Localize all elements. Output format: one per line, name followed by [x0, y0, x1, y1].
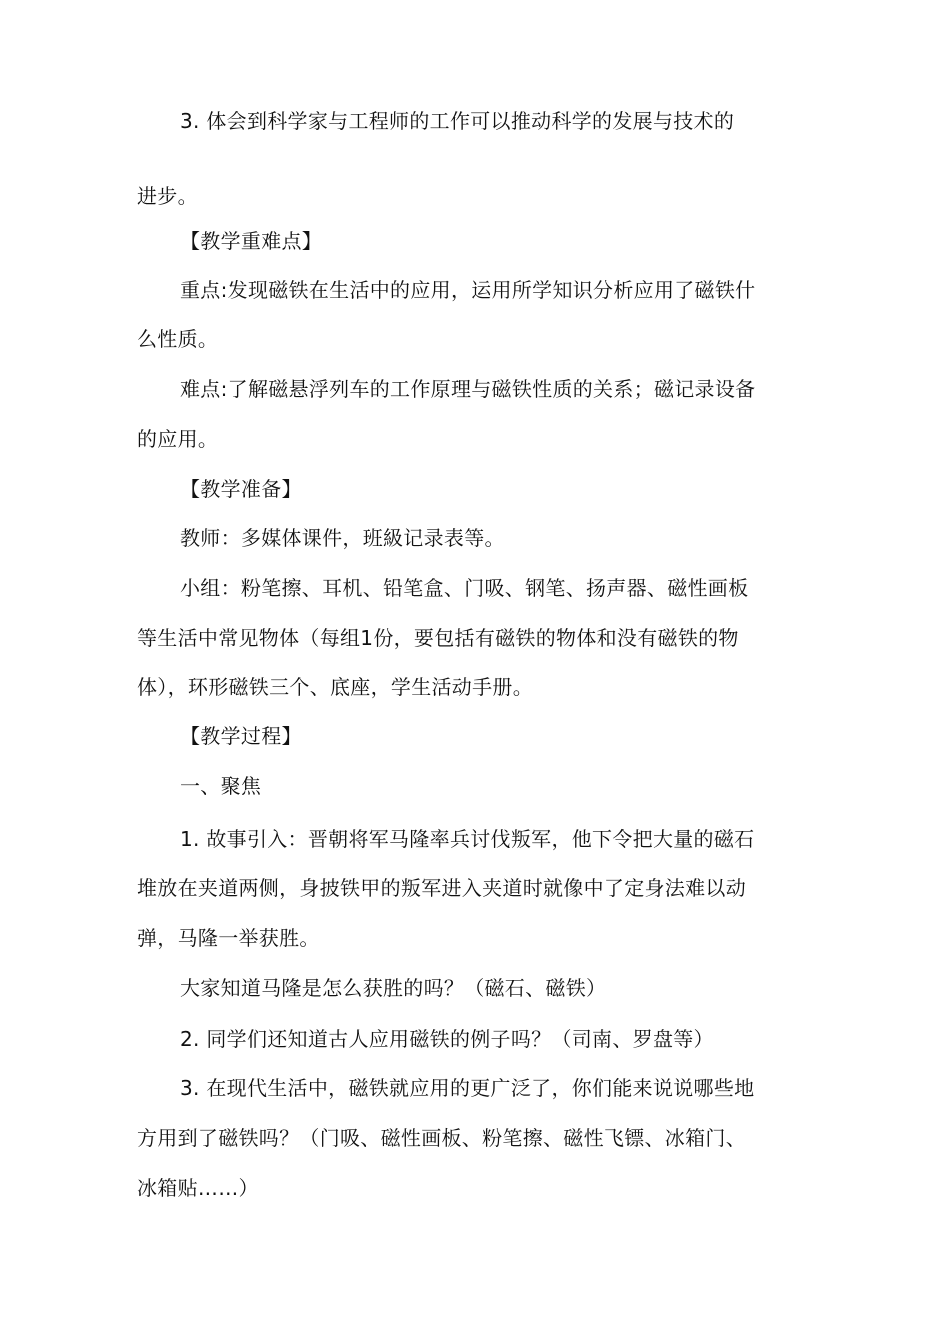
paragraph-line: 3. 体会到科学家与工程师的工作可以推动科学的发展与技术的: [180, 109, 735, 133]
paragraph-line: 的应用。: [137, 427, 219, 451]
paragraph-line: 弹，马隆一举获胜。: [137, 926, 320, 950]
section-heading: 【教学重难点】: [180, 229, 323, 253]
section-heading: 【教学过程】: [180, 724, 302, 748]
subsection-heading: 一、聚焦: [180, 774, 262, 798]
paragraph-line: 教师：多媒体课件，班級记录表等。: [180, 526, 505, 550]
paragraph-line: 难点:了解磁悬浮列车的工作原理与磁铁性质的关系；磁记录设备: [180, 377, 756, 401]
paragraph-line: 进步。: [137, 184, 198, 208]
paragraph-line: 小组：粉笔擦、耳机、铅笔盒、门吸、钢笔、扬声器、磁性画板: [180, 576, 749, 600]
paragraph-line: 大家知道马隆是怎么获胜的吗？（磁石、磁铁）: [180, 976, 607, 1000]
paragraph-line: 方用到了磁铁吗？（门吸、磁性画板、粉笔擦、磁性飞镖、冰箱门、: [137, 1126, 746, 1150]
paragraph-line: 重点:发现磁铁在生活中的应用，运用所学知识分析应用了磁铁什: [180, 278, 756, 302]
paragraph-line: 等生活中常见物体（每组1份，要包括有磁铁的物体和没有磁铁的物: [137, 626, 739, 650]
paragraph-line: 堆放在夹道两侧，身披铁甲的叛军进入夹道时就像中了定身法难以动: [137, 876, 746, 900]
paragraph-line: 1. 故事引入：晋朝将军马隆率兵讨伐叛军，他下令把大量的磁石: [180, 827, 755, 851]
section-heading: 【教学准备】: [180, 477, 302, 501]
paragraph-line: 冰箱贴……）: [137, 1176, 259, 1200]
paragraph-line: 体），环形磁铁三个、底座，学生活动手册。: [137, 675, 533, 699]
paragraph-line: 2. 同学们还知道古人应用磁铁的例子吗？（司南、罗盘等）: [180, 1027, 714, 1051]
paragraph-line: 3. 在现代生活中，磁铁就应用的更广泛了，你们能来说说哪些地: [180, 1076, 755, 1100]
paragraph-line: 么性质。: [137, 327, 219, 351]
